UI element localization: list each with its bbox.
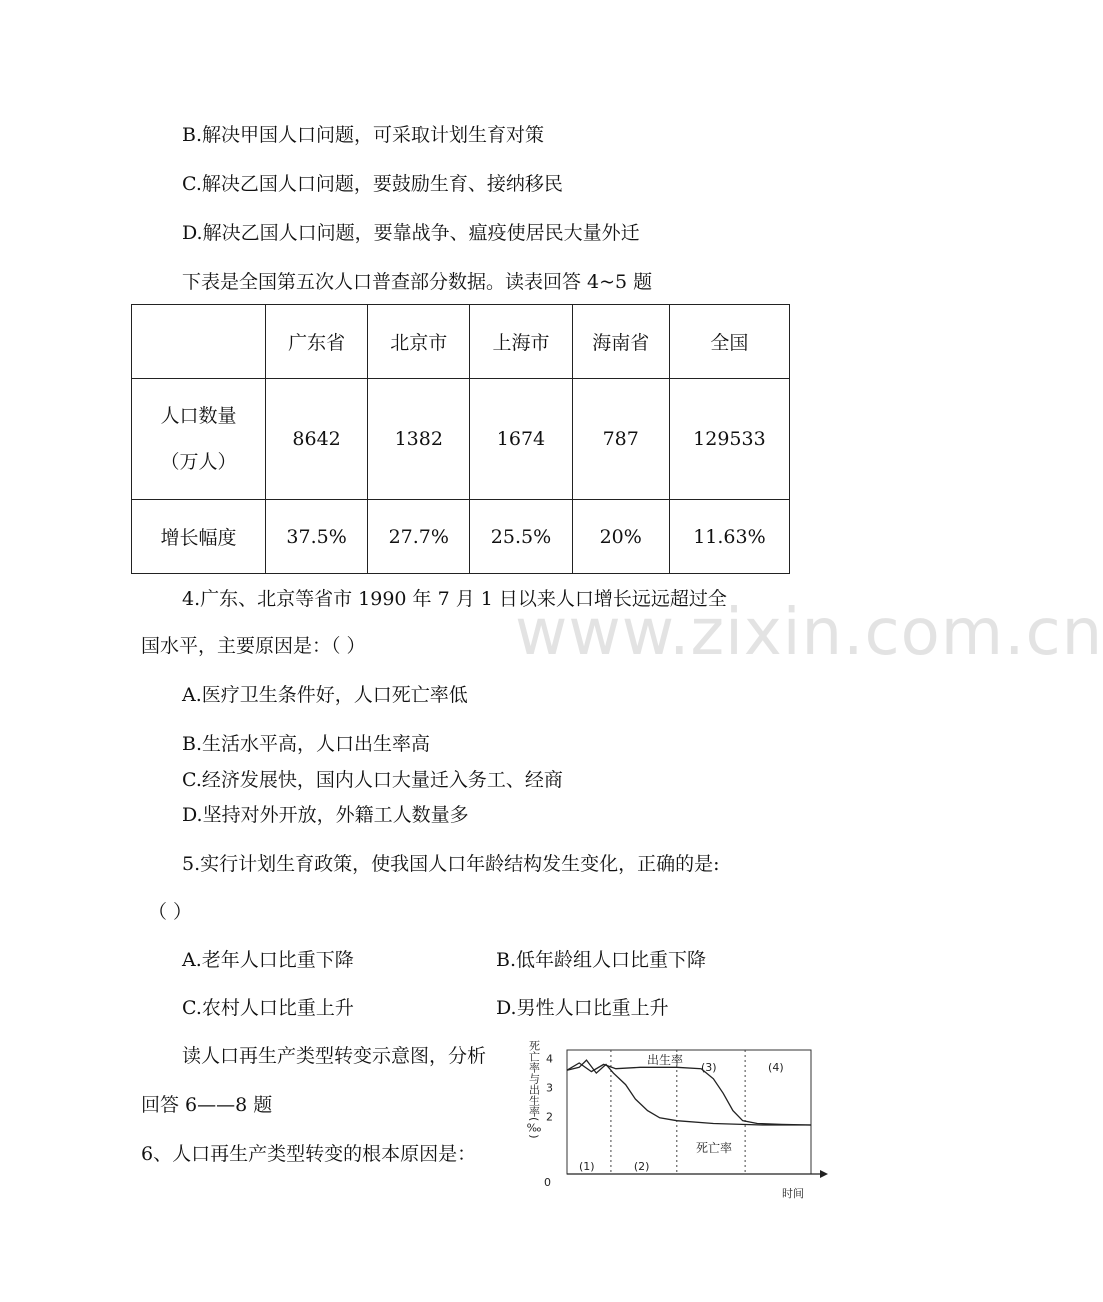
table-header-cell: 上海市 [470,305,572,379]
y-tick-label: 4 [546,1052,553,1066]
option-4d: D.坚持对外开放，外籍工人数量多 [182,804,469,826]
figure-intro-line2: 回答 6——8 题 [141,1094,273,1116]
row-label-growth: 增长幅度 [132,500,266,574]
option-4c: C.经济发展快，国内人口大量迁入务工、经商 [182,769,563,791]
option-3c: C.解决乙国人口问题，要鼓励生育、接纳移民 [182,173,563,195]
stage-label: (3) [700,1061,717,1074]
table-row-growth [132,500,790,574]
census-table [131,304,790,574]
table-cell: 1674 [470,379,572,500]
table-cell: 37.5% [266,500,368,574]
death-rate-label: 死亡率 [696,1141,733,1155]
option-4a: A.医疗卫生条件好，人口死亡率低 [182,684,468,706]
table-cell: 8642 [266,379,368,500]
x-axis-arrow-icon [820,1170,828,1178]
option-5c: C.农村人口比重上升 [182,997,354,1019]
table-cell: 11.63% [669,500,789,574]
question-5-line2: （ ） [148,901,193,923]
option-4b: B.生活水平高，人口出生率高 [182,733,431,755]
watermark: www.zixin.com.cn [515,596,1103,670]
row-label-line: 人口数量 [160,405,237,427]
question-6: 6、人口再生产类型转变的根本原因是： [141,1143,477,1165]
option-5b: B.低年龄组人口比重下降 [496,949,707,971]
y-axis-label: 死亡率与出生率(‰) [527,1040,541,1139]
origin-label: 0 [544,1176,551,1189]
row-label-population [132,379,266,500]
y-ticks [546,1053,553,1124]
table-cell: 1382 [368,379,470,500]
table-cell: 20% [572,500,669,574]
question-5-line1: 5.实行计划生育政策，使我国人口年龄结构发生变化，正确的是: [182,853,720,875]
option-5d: D.男性人口比重上升 [496,997,669,1019]
table-header-row [132,305,790,379]
table-cell: 27.7% [368,500,470,574]
table-header-cell: 广东省 [266,305,368,379]
table-header-cell: 海南省 [572,305,669,379]
y-tick-label: 2 [546,1110,553,1124]
stage-label: (4) [768,1061,784,1074]
table-header-cell [132,305,266,379]
table-header-cell: 北京市 [368,305,470,379]
table-cell: 787 [572,379,669,500]
row-label-line: （万人） [160,451,237,473]
population-transition-chart [520,1034,830,1204]
figure-intro-line1: 读人口再生产类型转变示意图，分析 [182,1045,487,1067]
x-axis-label: 时间 [782,1187,804,1200]
stage-label: (1) [578,1160,595,1173]
stage-labels [579,1061,784,1173]
table-cell: 25.5% [470,500,572,574]
question-4-line2: 国水平，主要原因是：（ ） [141,635,366,657]
option-3d: D.解决乙国人口问题，要靠战争、瘟疫使居民大量外迁 [182,222,640,244]
birth-rate-label: 出生率 [647,1053,684,1067]
question-4-line1: 4.广东、北京等省市 1990 年 7 月 1 日以来人口增长远远超过全 [182,588,727,610]
table-header-cell: 全国 [669,305,789,379]
table-row-population [132,379,790,500]
option-3b: B.解决甲国人口问题，可采取计划生育对策 [182,124,545,146]
stage-label: (2) [633,1160,650,1173]
stage-dividers [611,1050,745,1174]
table-cell: 129533 [669,379,789,500]
table-intro: 下表是全国第五次人口普查部分数据。读表回答 4~5 题 [182,271,653,293]
y-tick-label: 3 [546,1081,553,1095]
option-5a: A.老年人口比重下降 [182,949,354,971]
